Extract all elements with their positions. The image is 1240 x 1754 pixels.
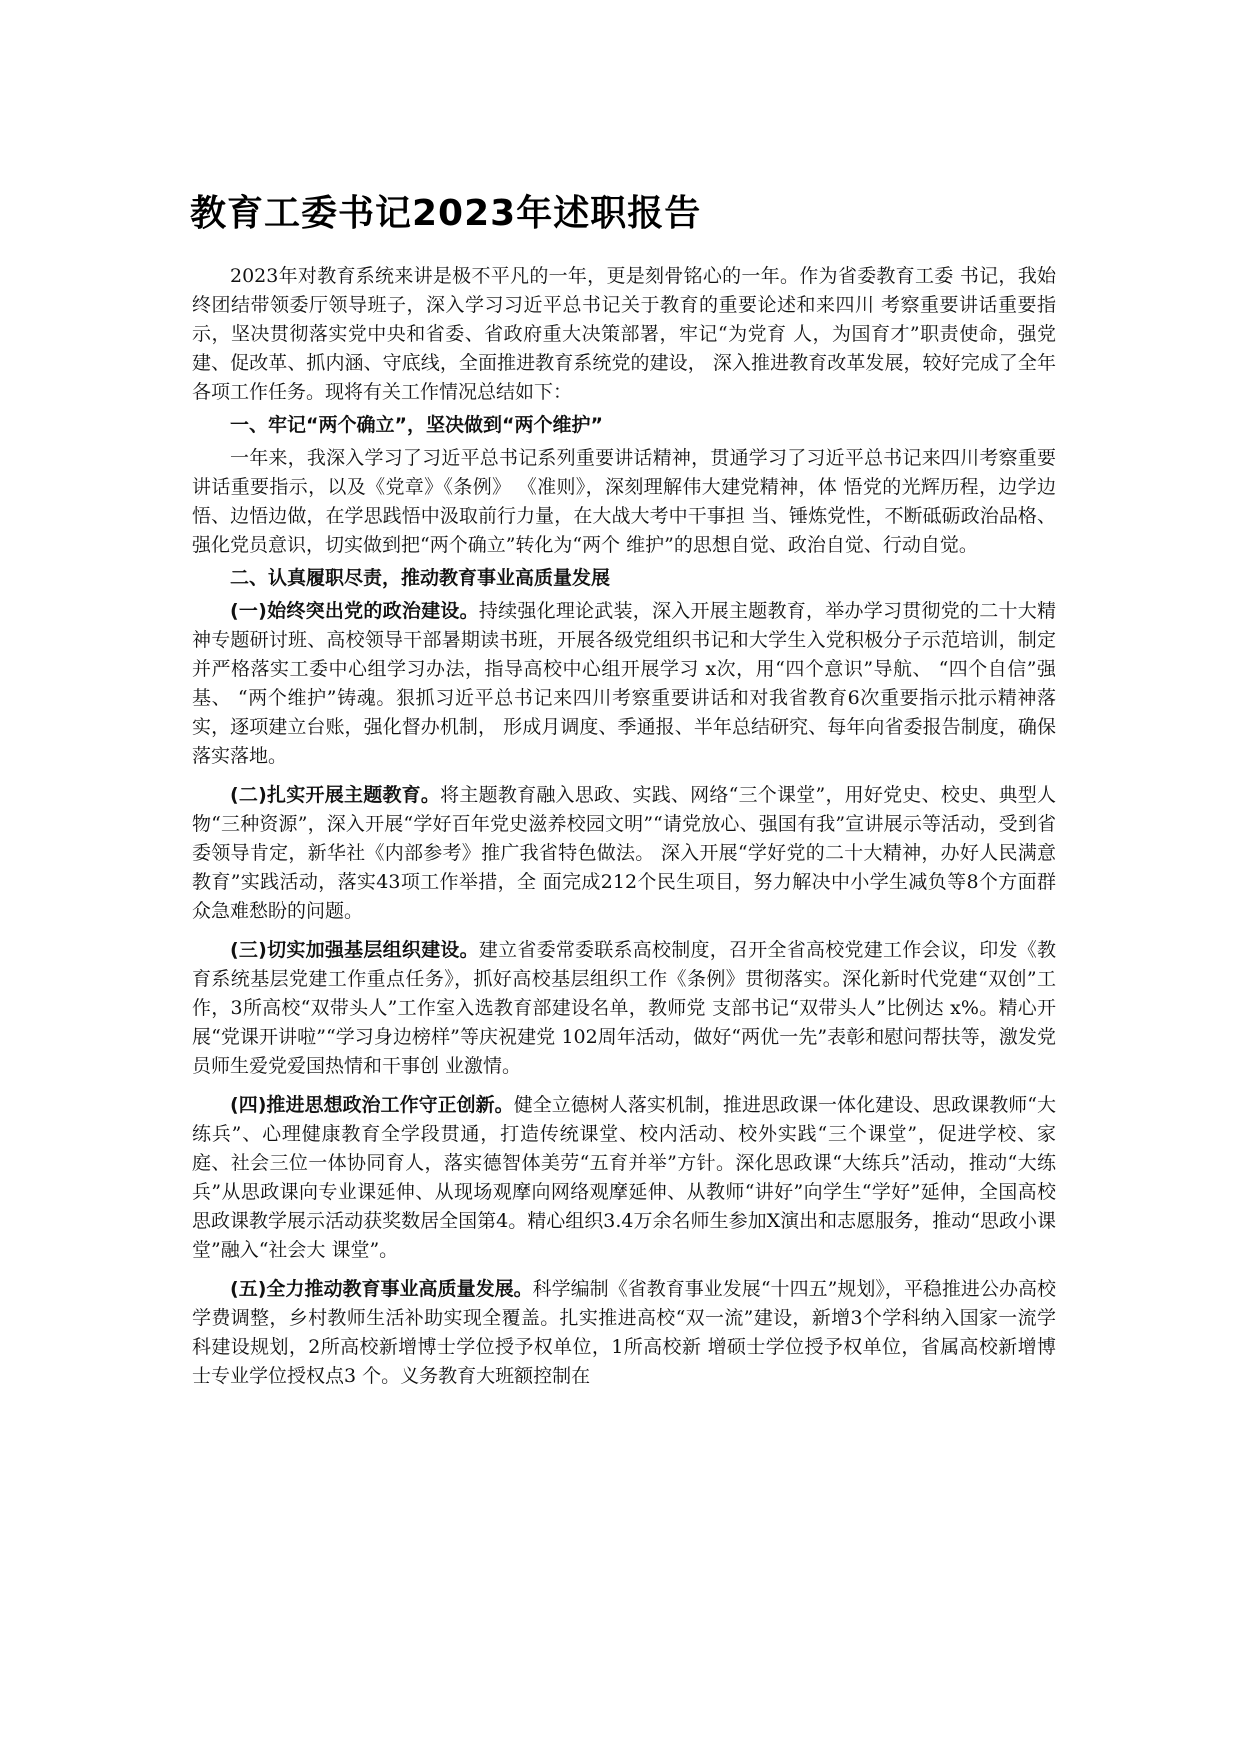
subsection-2-text: 将主题教育融入思政、实践、网络“三个课堂”，用好党史、校史、典型人物“三种资源”，深入开展“学好百年党史滋养校园文明”“请党放心、强国有我”宣讲展示等活动，受到省委领导肯定，新华社《内部参考》推广我省特色做法。 深入开展“学好党的二十大精神，办好人民满意教育”实践活动，落实43项工作举措，全 面完成212个民生项目，努力解决中小学生减负等8个方面群众急难愁盼的问题。 [192,784,1056,922]
subsection-4-lead: (四)推进思想政治工作守正创新。 [230,1094,514,1116]
subsection-1-paragraph [192,597,1056,771]
subsection-2-paragraph [192,781,1056,926]
document-body [192,262,1056,1395]
subsection-4-paragraph [192,1091,1056,1265]
subsection-2-lead: (二)扎实开展主题教育。 [230,784,441,806]
section-2-heading: 二、认真履职尽责，推动教育事业高质量发展 [230,567,611,589]
subsection-1-text: 持续强化理论武装，深入开展主题教育，举办学习贯彻党的二十大精神专题研讨班、高校领导干部暑期读书班，开展各级党组织书记和大学生入党积极分子示范培训，制定并严格落实工委中心组学习办法，指导高校中心组开展学习 x次，用“四个意识”导航、 “四个自信”强基、 “两个维护”铸魂。狠抓习近平总书记来四川考察重要讲话和对我省教育6次重要指示批示精神落实，逐项建立台账，强化督办机制， 形成月调度、季通报、半年总结研究、每年向省委报告制度，确保落实落地。 [192,600,1056,767]
subsection-3-paragraph [192,936,1056,1081]
subsection-5-paragraph [192,1275,1056,1391]
subsection-3-lead: (三)切实加强基层组织建设。 [230,939,479,961]
intro-paragraph: 2023年对教育系统来讲是极不平凡的一年，更是刻骨铭心的一年。作为省委教育工委 书记，我始终团结带领委厅领导班子，深入学习习近平总书记关于教育的重要论述和来四川 考察重要讲话重要指示，坚决贯彻落实党中央和省委、省政府重大决策部署，牢记“为党育 人，为国育才”职责使命，强党建、促改革、抓内涵、守底线，全面推进教育系统党的建设， 深入推进教育改革发展，较好完成了全年各项工作任务。现将有关工作情况总结如下： [192,265,1056,403]
section-1-paragraph: 一年来，我深入学习了习近平总书记系列重要讲话精神，贯通学习了习近平总书记来四川考察重要讲话重要指示，以及《党章》《条例》 《准则》，深刻理解伟大建党精神，体 悟党的光辉历程，边学边悟、边悟边做，在学思践悟中汲取前行力量，在大战大考中干事担 当、锤炼党性，不断砥砺政治品格、强化党员意识，切实做到把“两个确立”转化为“两个 维护”的思想自觉、政治自觉、行动自觉。 [192,447,1056,556]
subsection-5-lead: (五)全力推动教育事业高质量发展。 [230,1278,533,1300]
subsection-1-lead: (一)始终突出党的政治建设。 [230,600,479,622]
subsection-5-text: 科学编制《省教育事业发展“十四五”规划》，平稳推进公办高校学费调整，乡村教师生活补助实现全覆盖。扎实推进高校“双一流”建设，新增3个学科纳入国家一流学科建设规划，2所高校新增博士学位授予权单位，1所高校新 增硕士学位授予权单位，省属高校新增博士专业学位授权点3 个。义务教育大班额控制在 [192,1278,1056,1387]
section-1-heading: 一、牢记“两个确立”，坚决做到“两个维护” [230,414,603,436]
subsection-3-text: 建立省委常委联系高校制度，召开全省高校党建工作会议，印发《教育系统基层党建工作重点任务》，抓好高校基层组织工作《条例》贯彻落实。深化新时代党建“双创”工作，3所高校“双带头人”工作室入选教育部建设名单，教师党 支部书记“双带头人”比例达 x%。精心开展“党课开讲啦”“学习身边榜样”等庆祝建党 102周年活动，做好“两优一先”表彰和慰问帮扶等，激发党员师生爱党爱国热情和干事创 业激情。 [192,939,1056,1077]
subsection-4-text: 健全立德树人落实机制，推进思政课一体化建设、思政课教师“大练兵”、心理健康教育全学段贯通，打造传统课堂、校内活动、校外实践“三个课堂”，促进学校、家庭、社会三位一体协同育人，落实德智体美劳“五育并举”方针。深化思政课“大练兵”活动，推动“大练兵”从思政课向专业课延伸、从现场观摩向网络观摩延伸、从教师“讲好”向学生“学好”延伸，全国高校思政课教学展示活动获奖数居全国第4。精心组织3.4万余名师生参加X演出和志愿服务，推动“思政小课堂”融入“社会大 课堂”。 [192,1094,1056,1261]
document-title: 教育工委书记2023年述职报告 [190,193,702,234]
